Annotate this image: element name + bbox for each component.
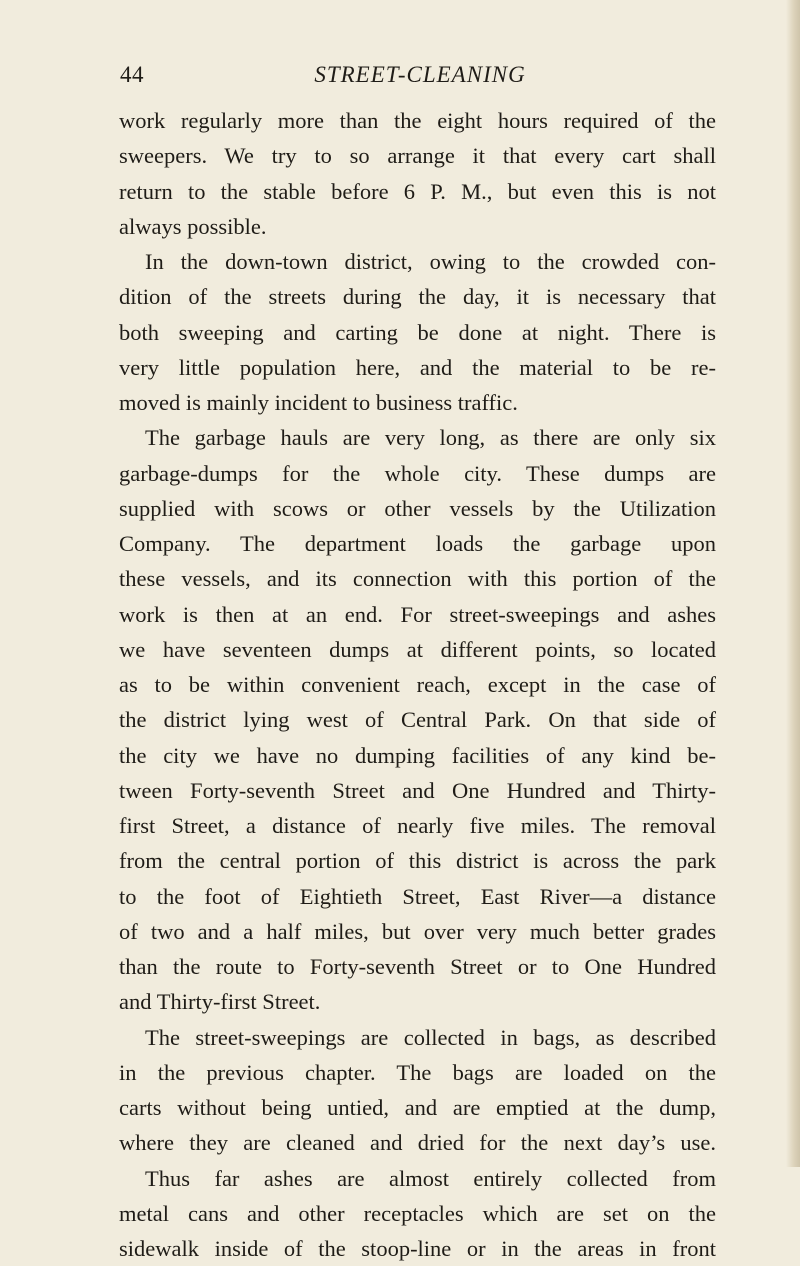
text-line: than the route to Forty-seventh Street or to One Hundred (119, 954, 716, 979)
text-line: always possible. (119, 213, 267, 239)
text-line: dition of the streets during the day, it is necessary that (119, 284, 716, 310)
text-line: where they are cleaned and dried for the next day’s use. (119, 1130, 716, 1156)
text-line: The garbage hauls are very long, as there are only six (145, 425, 716, 451)
text-line: both sweeping and carting be done at night. There is (119, 319, 716, 345)
text-line: In the down-town district, owing to the crowded con- (145, 249, 716, 274)
text-line: garbage-dumps for the whole city. These dumps are (119, 460, 716, 486)
text-line: carts without being untied, and are emptied at the dump, (119, 1095, 716, 1120)
text-line: these vessels, and its connection with this portion of the (119, 566, 716, 592)
text-line: in the previous chapter. The bags are loaded on the (119, 1059, 716, 1085)
running-head: STREET-CLEANING (314, 62, 526, 87)
text-line: sidewalk inside of the stoop-line or in the areas in front (119, 1236, 716, 1261)
text-line: return to the stable before 6 P. M., but even this is not (119, 178, 716, 204)
page-number: 44 (120, 62, 144, 87)
text-line: The street-sweepings are collected in bags, as described (145, 1024, 716, 1050)
text-line: the district lying west of Central Park. On that side of (119, 707, 716, 733)
text-line: the city we have no dumping facilities of any kind be- (119, 742, 716, 768)
text-line: we have seventeen dumps at different points, so located (119, 636, 716, 662)
text-line: very little population here, and the material to be re- (119, 354, 716, 380)
text-line: moved is mainly incident to business traffic. (119, 390, 518, 415)
text-line: first Street, a distance of nearly five miles. The removal (119, 813, 716, 838)
text-line: from the central portion of this district is across the park (119, 848, 716, 874)
text-line: work is then at an end. For street-sweepings and ashes (119, 601, 716, 627)
text-line: metal cans and other receptacles which are set on the (119, 1200, 716, 1226)
text-line: work regularly more than the eight hours required of the (119, 108, 716, 133)
text-line: and Thirty-first Street. (119, 989, 321, 1015)
text-line: sweepers. We try to so arrange it that every cart shall (119, 143, 716, 169)
page-header (120, 58, 720, 92)
text-line: as to be within convenient reach, except in the case of (119, 672, 716, 697)
text-line: Thus far ashes are almost entirely collected from (145, 1165, 716, 1191)
text-line: of two and a half miles, but over very much better grades (119, 918, 716, 944)
body-text (119, 103, 716, 1266)
text-line: Company. The department loads the garbage upon (119, 531, 716, 556)
page-edge-shadow (786, 0, 800, 1167)
text-line: to the foot of Eightieth Street, East River—a distance (119, 883, 716, 909)
text-line: tween Forty-seventh Street and One Hundred and Thirty- (119, 777, 716, 803)
text-line: supplied with scows or other vessels by the Utilization (119, 495, 716, 521)
